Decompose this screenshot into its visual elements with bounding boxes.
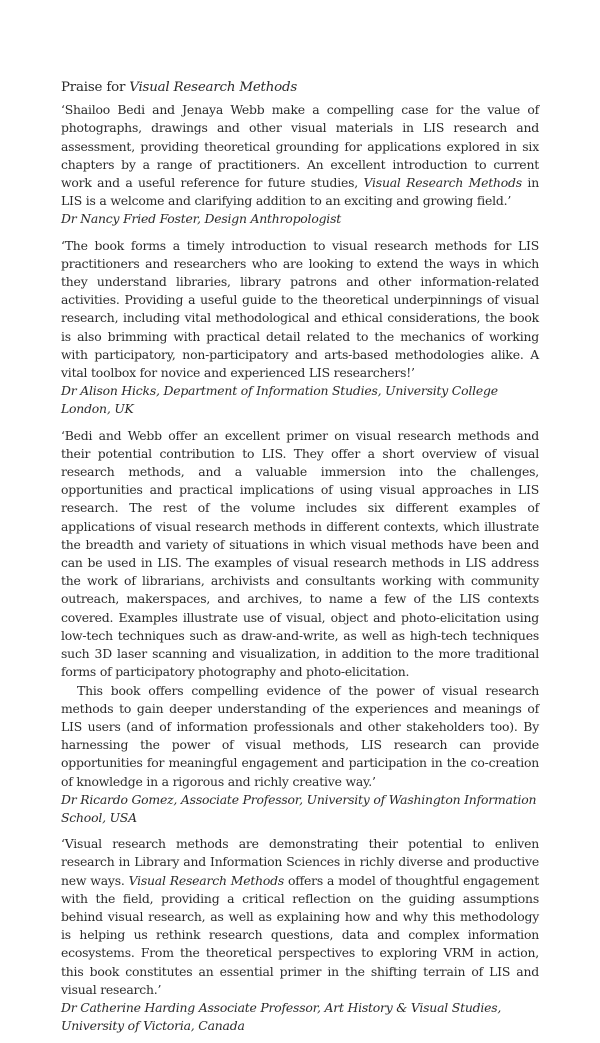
quote-text: offers a model of thoughtful engagement with the field, providing a critical reflection on the guiding assumptions behind visual research, as well as explaining how and why this methodology is helping us rethink research questions, data and complex information ecosystems. From the theoretical perspectives to exploring VRM in action, this book constitutes an essential primer in the shifting terrain of LIS and visual research.’ bbox=[61, 872, 539, 997]
quote-book-title: Visual Research Methods bbox=[128, 872, 285, 888]
attribution: Dr Nancy Fried Foster, Design Anthropologist bbox=[61, 211, 342, 227]
quote-text: This book offers compelling evidence of the power of visual research methods to gain deeper understanding of the experiences and meanings of LIS users (and of information professionals and other stakeholders too). By harnessing the power of visual methods, LIS research can provide opportunities for meaningful engagement and participation in the co-creation of knowledge in a rigorous and richly creative way.’ bbox=[61, 682, 539, 789]
attribution: Dr Alison Hicks, Department of Information Studies, University College London, UK bbox=[61, 383, 498, 417]
quote-text: ‘Shailoo Bedi and Jenaya Webb make a compelling case for the value of photographs, drawings and other visual materials in LIS research and assessment, providing theoretical grounding for applications explored in six chapters by a range of practitioners. An excellent introduction to current work and a useful reference for future studies, bbox=[61, 102, 539, 191]
praise-block bbox=[61, 237, 539, 419]
quote-text: in LIS is a welcome and clarifying addition to an exciting and growing field.’ bbox=[61, 175, 539, 209]
praise-block bbox=[61, 835, 539, 1035]
page-heading bbox=[61, 79, 539, 97]
heading-prefix: Praise for bbox=[61, 80, 130, 95]
quote-paragraph bbox=[61, 682, 539, 791]
page bbox=[61, 79, 539, 1043]
attribution: Dr Catherine Harding Associate Professor, Art History & Visual Studies, University of Victoria, Canada bbox=[61, 999, 502, 1034]
quote-paragraph bbox=[61, 835, 539, 999]
praise-block bbox=[61, 427, 539, 827]
heading-book-title: Visual Research Methods bbox=[129, 80, 298, 95]
quote-text: ‘The book forms a timely introduction to visual research methods for LIS practitioners and researchers who are looking to extend the ways in which they understand libraries, library patrons and other information-related activities. Providing a useful guide to the theoretical underpinnings of visual research, including vital methodological and ethical considerations, the book is also brimming with practical detail related to the mechanics of working with participatory, non-participatory and arts-based methodologies alike. A vital toolbox for novice and experienced LIS researchers!’ bbox=[61, 237, 539, 381]
quote-text: ‘Visual research methods are demonstrating their potential to enliven research in Library and Information Sciences in richly diverse and productive new ways. bbox=[61, 836, 539, 888]
quote-paragraph bbox=[61, 427, 539, 682]
praise-list bbox=[61, 101, 539, 1035]
praise-block bbox=[61, 101, 539, 228]
quote-paragraph bbox=[61, 101, 539, 210]
quote-book-title: Visual Research Methods bbox=[363, 175, 522, 191]
quote-text: ‘Bedi and Webb offer an excellent primer on visual research methods and their potential contribution to LIS. They offer a short overview of visual research methods, and a valuable immersion into the challenges, opportunities and practical implications of using visual approaches in LIS research. The rest of the volume includes six different examples of applications of visual research methods in different contexts, which illustrate the breadth and variety of situations in which visual methods have been and can be used in LIS. The examples of visual research methods in LIS address the work of librarians, archivists and consultants working with community outreach, makerspaces, and archives, to name a few of the LIS contexts covered. Examples illustrate use of visual, object and photo-elicitation using low-tech techniques such as draw-and-write, as well as high-tech techniques such 3D laser scanning and visualization, in addition to the more traditional forms of participatory photography and photo-elicitation. bbox=[61, 427, 539, 680]
attribution: Dr Ricardo Gomez, Associate Professor, University of Washington Information School, USA bbox=[61, 791, 537, 825]
quote-paragraph bbox=[61, 237, 539, 383]
